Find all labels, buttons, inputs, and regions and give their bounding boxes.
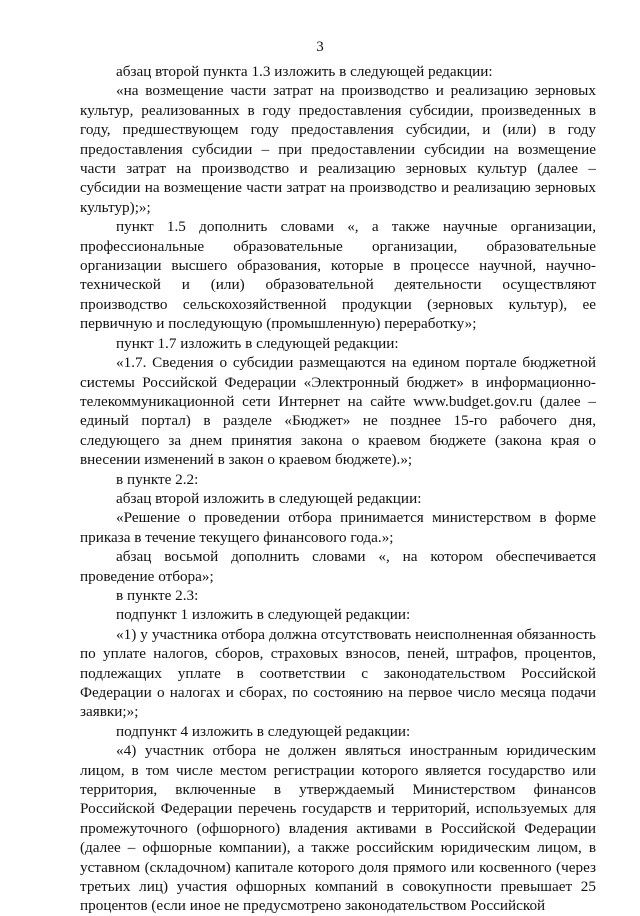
paragraph-12: «1) у участника отбора должна отсутствовать неисполненная обязанность по уплате налогов, сборов, страховых взносов, пеней, штрафов, процентов, подлежащих уплате в соответствии с законодательством Российской Федерации о налогах и сборах, по состоянию на первое число месяца подачи заявки;»;	[80, 625, 596, 721]
paragraph-2: «на возмещение части затрат на производство и реализацию зерновых культур, реализованных в году предоставления субсидии, произведенных в году, предшествующем году предоставления субсидии, и (или) в году предоставления субсидии – при предоставлении субсидии на возмещение части затрат на производство и реализацию зерновых культур (далее – субсидии на возмещение части затрат на производство и реализацию зерновых культур);»;	[80, 82, 596, 216]
paragraph-7: абзац второй изложить в следующей редакции:	[116, 489, 422, 507]
paragraph-3: пункт 1.5 дополнить словами «, а также научные организации, профессиональные образовательные организации, образовательные организации высшего образования, которые в процессе научной, научно-технической и (или) образовательной деятельности осуществляют производство сельскохозяйственной продукции (зерновых культур), ее первичную и последующую (промышленную) переработку»;	[80, 218, 596, 333]
paragraph-9: абзац восьмой дополнить словами «, на котором обеспечивается проведение отбора»;	[80, 548, 596, 585]
page-number: 3	[316, 39, 324, 55]
paragraph-10: в пункте 2.3:	[116, 586, 199, 604]
paragraph-6: в пункте 2.2:	[116, 470, 199, 488]
paragraph-8: «Решение о проведении отбора принимается министерством в форме приказа в течение текущего финансового года.»;	[80, 509, 596, 546]
paragraph-5: «1.7. Сведения о субсидии размещаются на едином портале бюджетной системы Российской Федерации «Электронный бюджет» в информационно-телекоммуникационной сети Интернет на сайте www.budget.gov.ru (далее – единый портал) в разделе «Бюджет» не позднее 15-го рабочего дня, следующего за днем принятия закона о краевом бюджете (закона края о внесении изменений в закон о краевом бюджете).»;	[80, 354, 596, 469]
paragraph-1: абзац второй пункта 1.3 изложить в следующей редакции:	[116, 63, 493, 80]
paragraph-14: «4) участник отбора не должен являться иностранным юридическим лицом, в том числе местом регистрации которого является государство или территория, включенные в утверждаемый Министерством финансов Российской Федерации перечень государств и территорий, используемых для промежуточного (офшорного) владения активами в Российской Федерации (далее – офшорные компании), а также российским юридическим лицом, в уставном (складочном) капитале которого доля прямого или косвенного (через третьих лиц) участия офшорных компаний в совокупности превышает 25 процентов (если иное не предусмотрено законодательством Российской	[80, 742, 596, 915]
paragraph-11: подпункт 1 изложить в следующей редакции:	[116, 606, 411, 624]
document-body	[80, 62, 596, 916]
paragraph-4: пункт 1.7 изложить в следующей редакции:	[116, 334, 399, 352]
paragraph-13: подпункт 4 изложить в следующей редакции:	[116, 722, 411, 740]
